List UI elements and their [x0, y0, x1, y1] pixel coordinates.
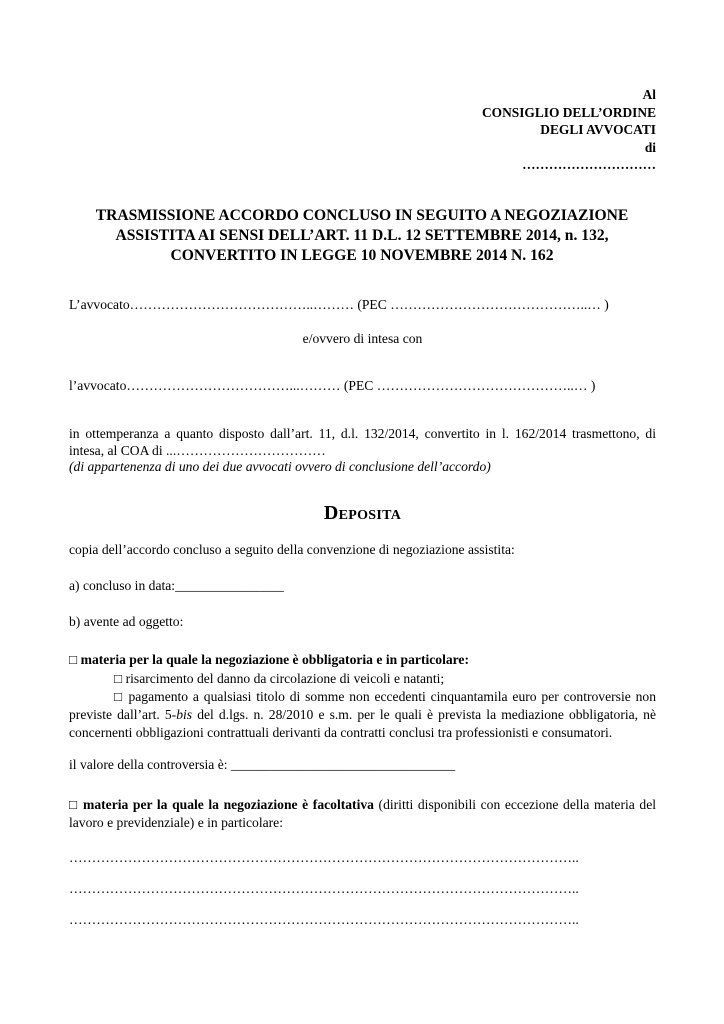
dotted-line-2: ………………………………………………………………………………………………….. — [69, 881, 579, 896]
or-with-line: e/ovvero di intesa con — [302, 331, 423, 346]
optional-checkbox[interactable]: □ — [69, 797, 79, 812]
value-line: il valore della controversia è: _________________________________ — [69, 757, 456, 772]
compliance-note: (di appartenenza di uno dei due avvocati ovvero di conclusione dell’accordo) — [69, 459, 491, 474]
mandatory-heading-line — [69, 651, 656, 669]
mandatory-heading: materia per la quale la negoziazione è obbligatoria e in particolare: — [80, 652, 469, 667]
dotted-line-1: ………………………………………………………………………………………………….. — [69, 850, 579, 865]
copy-text: copia dell’accordo concluso a seguito della convenzione di negoziazione assistita: — [69, 542, 515, 557]
item-a-date: a) concluso in data:________________ — [69, 578, 284, 593]
compliance-paragraph — [69, 426, 656, 476]
mandatory-sub-1: □ risarcimento del danno da circolazione di veicoli e natanti; — [114, 671, 445, 686]
mandatory-sub-2-part-2: del d.lgs. n. 28/2010 e s.m. per le quali è prevista la mediazione obbligatoria, nè concernenti obbligazioni contrattuali derivanti da contratti conclusi tra professionisti e consumatori. — [69, 707, 656, 740]
item-b-object: b) avente ad oggetto: — [69, 614, 184, 629]
addressee-block — [482, 86, 656, 174]
document-title — [60, 206, 664, 266]
optional-paragraph — [69, 796, 656, 832]
optional-rest: (diritti disponibili con eccezione della materia del lavoro e previdenziale) e in particolare: — [69, 797, 657, 830]
addressee-line-1: Al — [642, 87, 656, 102]
addressee-line-2: CONSIGLIO DELL’ORDINE — [482, 104, 656, 120]
mandatory-checkbox[interactable]: □ — [69, 652, 78, 667]
title-line-2: ASSISTITA AI SENSI DELL’ART. 11 D.L. 12 SETTEMBRE 2014, n. 132, — [115, 227, 609, 244]
addressee-line-3: DEGLI AVVOCATI — [540, 122, 656, 137]
title-line-1: TRASMISSIONE ACCORDO CONCLUSO IN SEGUITO A NEGOZIAZIONE — [95, 207, 629, 224]
lawyer-2-line: l’avvocato………………………………...……… (PEC ……………………………………..… ) — [69, 378, 596, 393]
addressee-line-4: di — [644, 139, 656, 155]
mandatory-sub-2-italic: bis — [176, 707, 193, 722]
addressee-line-5: ………………………… — [522, 157, 656, 172]
lawyer-1-line: L’avvocato…………………………………..……… (PEC ……………………………………..… ) — [69, 297, 609, 312]
mandatory-sub-2-part-1: □ pagamento a qualsiasi titolo di somme non eccedenti cinquantamila euro per controversie non previste dall’art. 5- — [69, 689, 656, 722]
title-line-3: CONVERTITO IN LEGGE 10 NOVEMBRE 2014 N. 162 — [170, 247, 554, 264]
optional-heading: materia per la quale la negoziazione è facoltativa — [83, 797, 374, 812]
deposita-heading: Deposita — [323, 502, 402, 524]
mandatory-sub-2 — [69, 688, 656, 742]
dotted-line-3: ………………………………………………………………………………………………….. — [69, 912, 579, 927]
compliance-text: in ottemperanza a quanto disposto dall’art. 11, d.l. 132/2014, convertito in l. 162/2014 trasmettono, di intesa, al COA di ...…………………………… — [69, 426, 656, 458]
